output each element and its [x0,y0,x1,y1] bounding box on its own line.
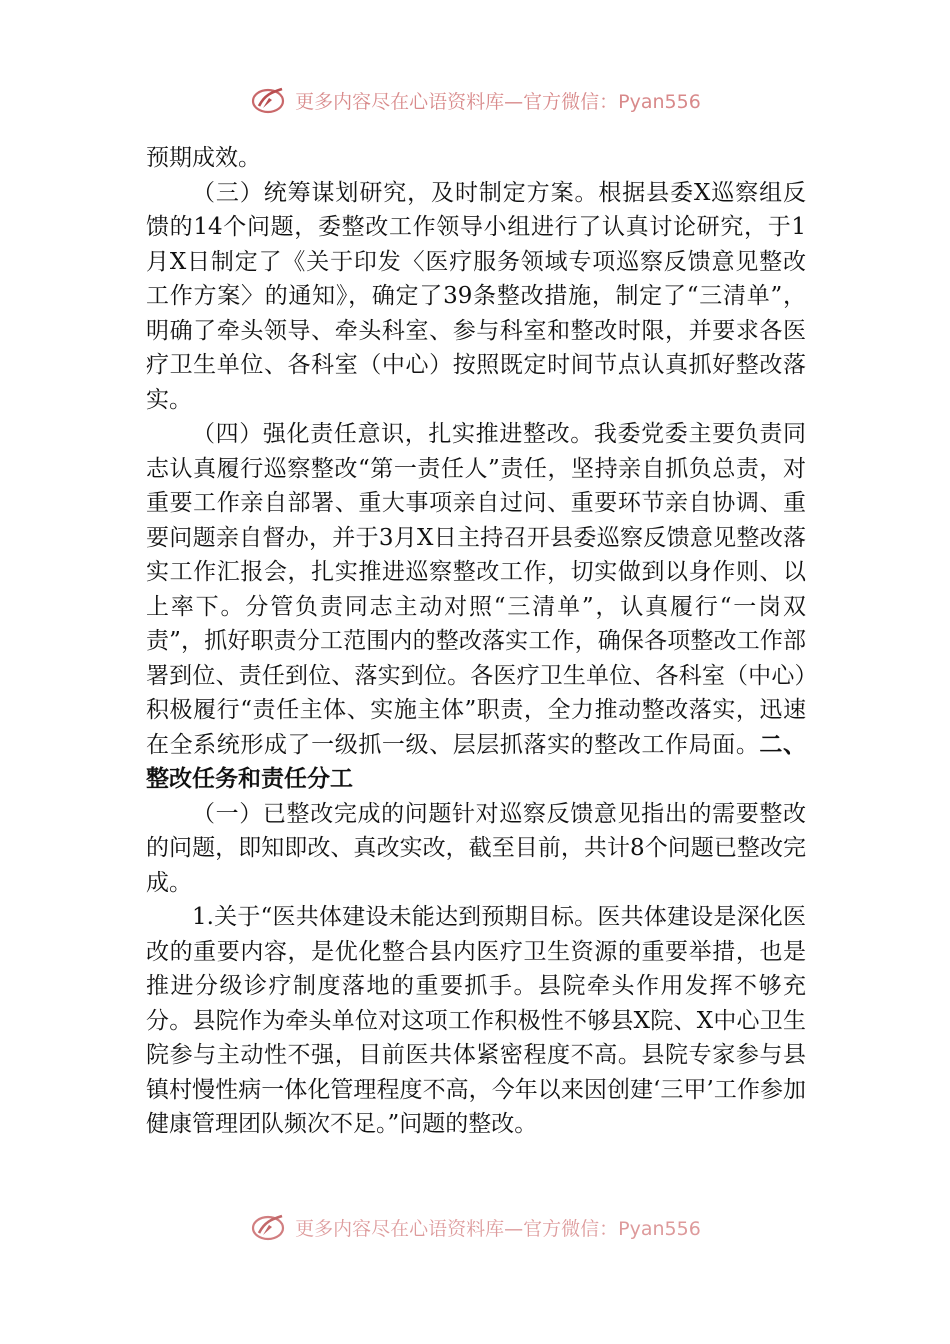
watermark-text: 更多内容尽在心语资料库—官方微信：Pyan556 [295,1217,701,1240]
watermark-footer [0,1211,950,1243]
document-body [146,141,806,1142]
paragraph-subsection-one: （一）已整改完成的问题针对巡察反馈意见指出的需要整改的问题，即知即改、真改实改，截至目前，共计8个问题已整改完成。 [146,800,806,896]
pen-swirl-logo-icon [249,84,289,116]
watermark-header [0,84,950,116]
paragraph-section-four: （四）强化责任意识，扎实推进整改。我委党委主要负责同志认真履行巡察整改“第一责任人”责任，坚持亲自抓负总责，对重要工作亲自部署、重大事项亲自过问、重要环节亲自协调、重要问题亲自督办，并于3月X日主持召开县委巡察反馈意见整改落实工作汇报会，扎实推进巡察整改工作，切实做到以身作则、以上率下。分管负责同志主动对照“三清单”，认真履行“一岗双责”，抓好职责分工范围内的整改落实工作，确保各项整改工作部署到位、责任到位、落实到位。各医疗卫生单位、各科室（中心）积极履行“责任主体、实施主体”职责，全力推动整改落实，迅速在全系统形成了一级抓一级、层层抓落实的整改工作局面。二、整改任务和责任分工 [146,421,807,792]
pen-swirl-logo-icon [249,1211,289,1243]
paragraph-item-one: 1.关于“医共体建设未能达到预期目标。医共体建设是深化医改的重要内容，是优化整合县内医疗卫生资源的重要举措，也是推进分级诊疗制度落地的重要抓手。县院牵头作用发挥不够充分。县院作为牵头单位对这项工作积极性不够县X院、X中心卫生院参与主动性不强，目前医共体紧密程度不高。县院专家参与县镇村慢性病一体化管理程度不高，今年以来因创建‘三甲’工作参加健康管理团队频次不足。”问题的整改。 [146,904,806,1137]
paragraph-continuation: 预期成效。 [146,145,261,171]
paragraph-section-three: （三）统筹谋划研究，及时制定方案。根据县委X巡察组反馈的14个问题，委整改工作领导小组进行了认真讨论研究，于1月X日制定了《关于印发〈医疗服务领域专项巡察反馈意见整改工作方案〉的通知》，确定了39条整改措施，制定了“三清单”，明确了牵头领导、牵头科室、参与科室和整改时限，并要求各医疗卫生单位、各科室（中心）按照既定时间节点认真抓好整改落实。 [146,179,806,413]
watermark-text: 更多内容尽在心语资料库—官方微信：Pyan556 [295,90,701,113]
section-heading-two: 二、整改任务和责任分工 [146,731,807,792]
